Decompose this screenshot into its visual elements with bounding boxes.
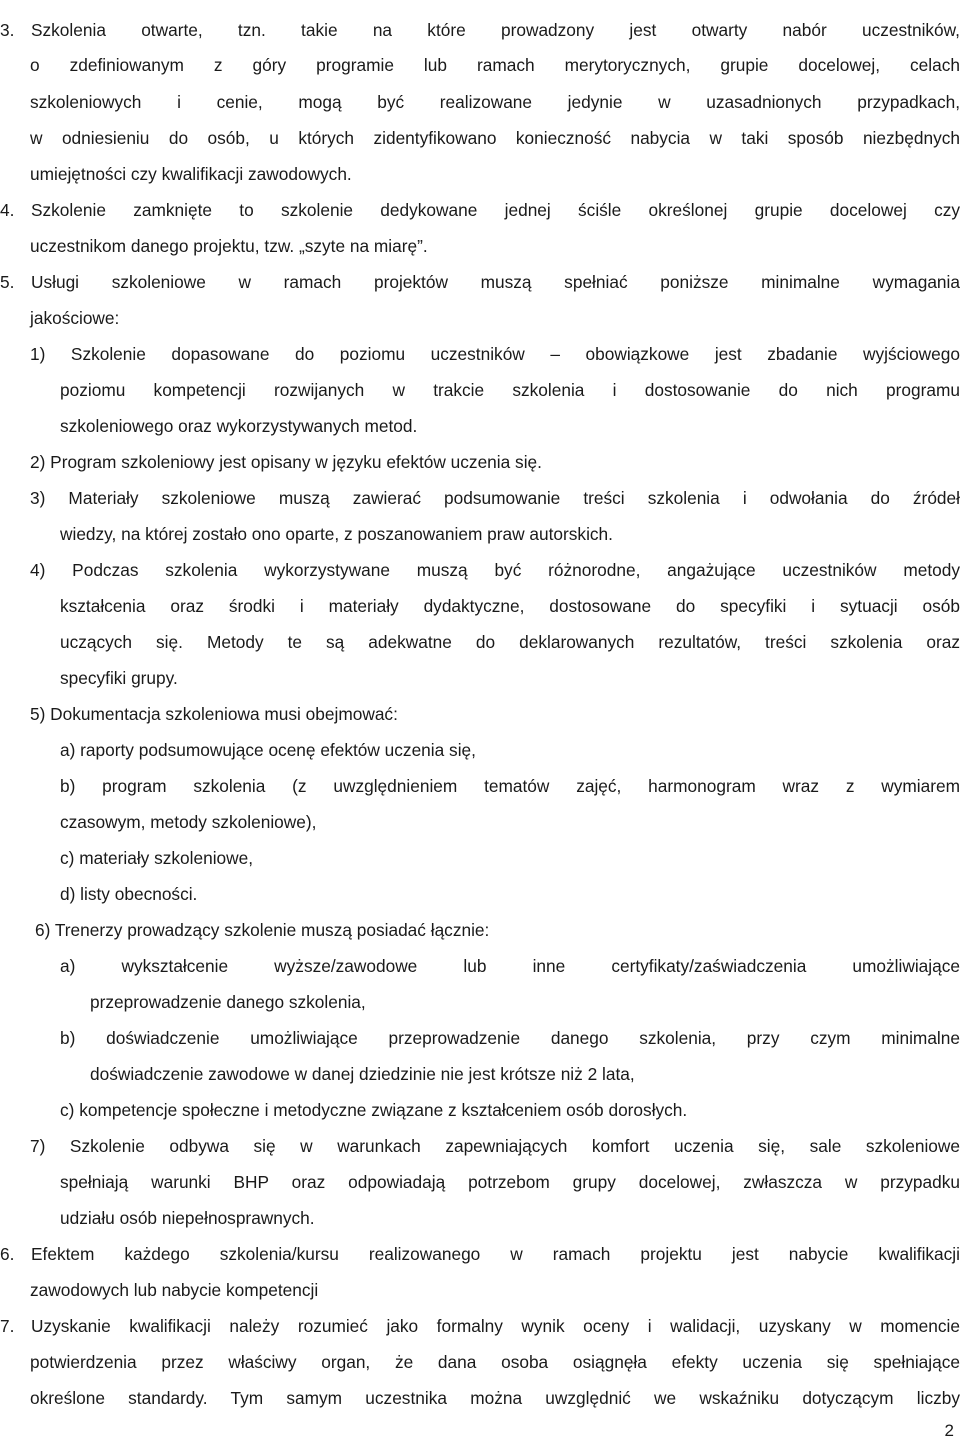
text-line bbox=[0, 84, 960, 120]
text-line bbox=[0, 696, 960, 732]
text-line bbox=[0, 192, 960, 228]
line-text: potwierdzenia przez właściwy organ, że dana osoba osiągnęła efekty uczenia się spełniające bbox=[30, 1352, 960, 1372]
text-line bbox=[0, 624, 960, 660]
text-line bbox=[0, 1308, 960, 1344]
line-content bbox=[31, 1308, 960, 1344]
text-line bbox=[0, 912, 960, 948]
list-number: 7. bbox=[0, 1316, 15, 1336]
line-text: czasowym, metody szkoleniowe), bbox=[60, 812, 317, 832]
line-text: w odniesieniu do osób, u których zidentyfikowano konieczność nabycia w taki sposób niezbędnych bbox=[30, 128, 960, 148]
text-line bbox=[0, 984, 960, 1020]
line-text: szkoleniowych i cenie, mogą być realizowane jedynie w uzasadnionych przypadkach, bbox=[30, 92, 960, 112]
page-number: 2 bbox=[944, 1421, 954, 1440]
line-text: b) program szkolenia (z uwzględnieniem tematów zajęć, harmonogram wraz z wymiarem bbox=[60, 776, 960, 796]
line-text: doświadczenie zawodowe w danej dziedzinie nie jest krótsze niż 2 lata, bbox=[90, 1064, 635, 1084]
line-text: wiedzy, na której zostało ono oparte, z poszanowaniem praw autorskich. bbox=[60, 524, 613, 544]
text-line bbox=[0, 1236, 960, 1272]
text-line bbox=[0, 1380, 960, 1416]
text-line bbox=[0, 588, 960, 624]
line-text: d) listy obecności. bbox=[60, 884, 198, 904]
line-text: spełniają warunki BHP oraz odpowiadają potrzebom grupy docelowej, zwłaszcza w przypadku bbox=[60, 1172, 960, 1192]
text-line bbox=[0, 948, 960, 984]
text-line bbox=[0, 120, 960, 156]
text-line bbox=[0, 228, 960, 264]
text-line bbox=[0, 264, 960, 300]
text-line bbox=[0, 804, 960, 840]
line-content bbox=[31, 1236, 960, 1272]
line-text: Uzyskanie kwalifikacji należy rozumieć jako formalny wynik oceny i walidacji, uzyskany w momencie bbox=[31, 1316, 960, 1336]
text-line bbox=[0, 1092, 960, 1128]
list-number: 6. bbox=[0, 1244, 15, 1264]
line-text: a) raporty podsumowujące ocenę efektów uczenia się, bbox=[60, 740, 476, 760]
text-line bbox=[0, 768, 960, 804]
line-text: określone standardy. Tym samym uczestnika można uwzględnić we wskaźniku dotyczącym liczby bbox=[30, 1388, 960, 1408]
line-text: o zdefiniowanym z góry programie lub ramach merytorycznych, grupie docelowej, celach bbox=[30, 55, 960, 75]
line-text: 6) Trenerzy prowadzący szkolenie muszą posiadać łącznie: bbox=[35, 920, 490, 940]
line-text: specyfiki grupy. bbox=[60, 668, 178, 688]
line-text: jakościowe: bbox=[30, 308, 120, 328]
line-text: 4) Podczas szkolenia wykorzystywane muszą być różnorodne, angażujące uczestników metody bbox=[30, 560, 960, 580]
line-text: Efektem każdego szkolenia/kursu realizowanego w ramach projektu jest nabycie kwalifikacji bbox=[31, 1244, 960, 1264]
text-line bbox=[0, 1020, 960, 1056]
line-text: zawodowych lub nabycie kompetencji bbox=[30, 1280, 319, 1300]
line-text: Szkolenia otwarte, tzn. takie na które prowadzony jest otwarty nabór uczestników, bbox=[31, 20, 960, 40]
text-line bbox=[0, 1200, 960, 1236]
text-line bbox=[0, 1164, 960, 1200]
list-number: 5. bbox=[0, 272, 15, 292]
text-line bbox=[0, 876, 960, 912]
line-text: Szkolenie zamknięte to szkolenie dedykowane jednej ściśle określonej grupie docelowej czy bbox=[31, 200, 960, 220]
line-text: 7) Szkolenie odbywa się w warunkach zapewniających komfort uczenia się, sale szkoleniowe bbox=[30, 1136, 960, 1156]
text-line bbox=[0, 300, 960, 336]
text-line bbox=[0, 1128, 960, 1164]
line-text: Usługi szkoleniowe w ramach projektów muszą spełniać poniższe minimalne wymagania bbox=[31, 272, 960, 292]
line-text: 5) Dokumentacja szkoleniowa musi obejmować: bbox=[30, 704, 398, 724]
text-line bbox=[0, 840, 960, 876]
line-text: c) kompetencje społeczne i metodyczne związane z kształceniem osób dorosłych. bbox=[60, 1100, 688, 1120]
text-line bbox=[0, 516, 960, 552]
text-line bbox=[0, 552, 960, 588]
line-content bbox=[31, 264, 960, 300]
line-text: umiejętności czy kwalifikacji zawodowych. bbox=[30, 164, 352, 184]
line-text: udziału osób niepełnosprawnych. bbox=[60, 1208, 315, 1228]
line-text: b) doświadczenie umożliwiające przeprowadzenie danego szkolenia, przy czym minimalne bbox=[60, 1028, 960, 1048]
line-text: 1) Szkolenie dopasowane do poziomu uczestników – obowiązkowe jest zbadanie wyjściowego bbox=[30, 344, 960, 364]
text-line bbox=[0, 480, 960, 516]
line-text: 3) Materiały szkoleniowe muszą zawierać podsumowanie treści szkolenia i odwołania do źródeł bbox=[30, 488, 960, 508]
line-text: a) wykształcenie wyższe/zawodowe lub inne certyfikaty/zaświadczenia umożliwiające bbox=[60, 956, 960, 976]
text-line bbox=[0, 408, 960, 444]
text-line bbox=[0, 372, 960, 408]
line-text: 2) Program szkoleniowy jest opisany w języku efektów uczenia się. bbox=[30, 452, 542, 472]
text-line bbox=[0, 47, 960, 83]
text-line bbox=[0, 732, 960, 768]
text-line bbox=[0, 12, 960, 48]
line-content bbox=[31, 12, 960, 48]
line-text: uczestnikom danego projektu, tzw. „szyte na miarę”. bbox=[30, 236, 428, 256]
list-number: 4. bbox=[0, 200, 15, 220]
list-number: 3. bbox=[0, 20, 15, 40]
text-line bbox=[0, 1272, 960, 1308]
text-line bbox=[0, 156, 960, 192]
line-text: szkoleniowego oraz wykorzystywanych metod. bbox=[60, 416, 418, 436]
text-line bbox=[0, 660, 960, 696]
line-text: przeprowadzenie danego szkolenia, bbox=[90, 992, 366, 1012]
text-line bbox=[0, 444, 960, 480]
text-line bbox=[0, 336, 960, 372]
line-text: poziomu kompetencji rozwijanych w trakcie szkolenia i dostosowanie do nich programu bbox=[60, 380, 960, 400]
text-line bbox=[0, 1344, 960, 1380]
line-content bbox=[31, 192, 960, 228]
line-text: kształcenia oraz środki i materiały dydaktyczne, dostosowane do specyfiki i sytuacji osób bbox=[60, 596, 960, 616]
text-line bbox=[0, 1056, 960, 1092]
line-text: c) materiały szkoleniowe, bbox=[60, 848, 254, 868]
line-text: uczących się. Metody te są adekwatne do deklarowanych rezultatów, treści szkolenia oraz bbox=[60, 632, 960, 652]
